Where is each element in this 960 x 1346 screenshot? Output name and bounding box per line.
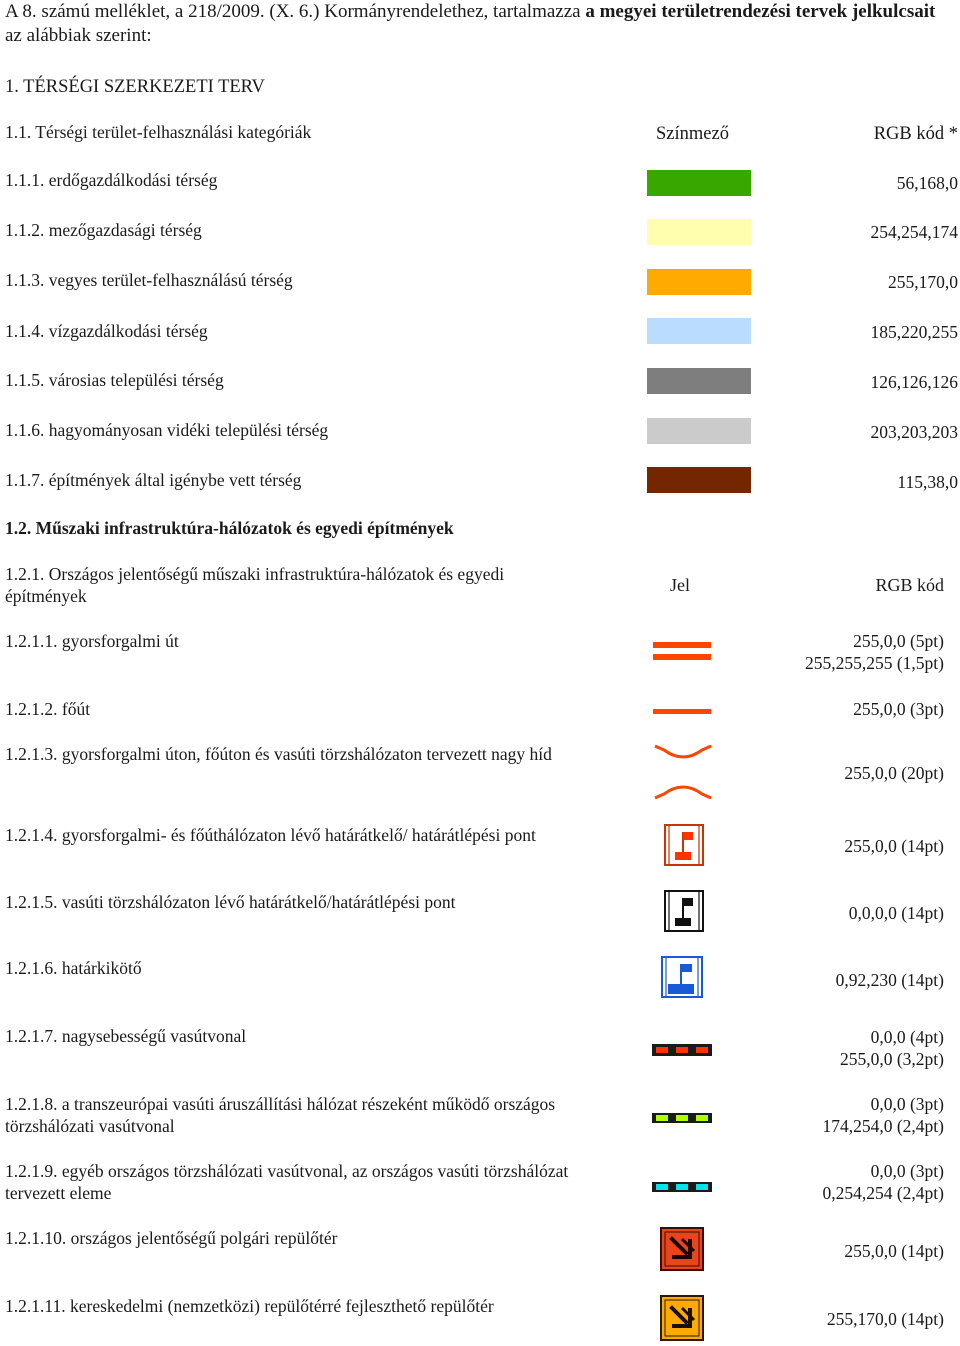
column-header-swatch: Színmező	[656, 124, 729, 144]
column-header-rgb: RGB kód	[875, 575, 944, 595]
trans-european-rail-line-icon	[652, 1113, 712, 1123]
intro-paragraph	[5, 0, 955, 48]
intro-prefix: A 8. számú melléklet, a 218/2009. (X. 6.) Kormányrendelethez, tartalmazza	[5, 1, 586, 22]
color-swatch	[647, 418, 751, 444]
rgb-code: 126,126,126	[870, 372, 958, 392]
infrastructure-label: 1.2.1.9. egyéb országos törzshálózati vasútvonal, az országos vasúti törzshálózat tervezett eleme	[5, 1161, 569, 1203]
rgb-code-secondary: 255,0,0 (3,2pt)	[839, 1049, 944, 1069]
border-port-icon	[661, 956, 703, 998]
infrastructure-label: 1.2.1.6. határkikötő	[5, 958, 142, 978]
commercial-airport-icon	[660, 1295, 704, 1341]
landuse-label: 1.1.2. mezőgazdasági térség	[5, 220, 202, 240]
rgb-code: 255,0,0 (3pt)	[853, 699, 944, 719]
landuse-label: 1.1.4. vízgazdálkodási térség	[5, 321, 208, 341]
infrastructure-label: 1.2.1.2. főút	[5, 699, 91, 719]
intro-suffix: az alábbiak szerint:	[5, 25, 152, 46]
infrastructure-label: 1.2.1.3. gyorsforgalmi úton, főúton és vasúti törzshálózaton tervezett nagy híd	[5, 744, 552, 764]
rgb-code: 115,38,0	[897, 472, 958, 492]
rgb-code: 255,170,0 (14pt)	[826, 1309, 944, 1329]
subsection-1-2-1-title: 1.2.1. Országos jelentőségű műszaki infrastruktúra-hálózatok és egyedi építmények	[5, 564, 505, 606]
intro-bold: a megyei területrendezési tervek jelkulcsait	[585, 1, 936, 22]
landuse-label: 1.1.7. építmények által igénybe vett térség	[5, 470, 302, 490]
infrastructure-label: 1.2.1.1. gyorsforgalmi út	[5, 631, 179, 651]
bridge-icon	[652, 742, 714, 802]
main-road-line-icon	[653, 708, 711, 716]
expressway-double-line-icon	[653, 640, 711, 664]
rgb-code: 0,0,0 (4pt)	[870, 1027, 944, 1047]
color-swatch	[647, 368, 751, 394]
subsection-1-1-title: 1.1. Térségi terület-felhasználási kategóriák	[5, 122, 312, 142]
color-swatch	[647, 170, 751, 196]
landuse-label: 1.1.1. erdőgazdálkodási térség	[5, 170, 218, 190]
infrastructure-label: 1.2.1.8. a transzeurópai vasúti áruszállítási hálózat részeként működő országos törzshálózati vasútvonal	[5, 1094, 556, 1136]
rgb-code-stack	[840, 1026, 944, 1070]
landuse-label: 1.1.3. vegyes terület-felhasználású térség	[5, 270, 293, 290]
high-speed-railway-line-icon	[652, 1044, 712, 1056]
rgb-code: 0,0,0 (3pt)	[870, 1094, 944, 1114]
rgb-code: 255,170,0	[888, 272, 958, 292]
subsection-1-2-title: 1.2. Műszaki infrastruktúra-hálózatok és egyedi építmények	[5, 518, 454, 538]
rgb-code: 56,168,0	[896, 173, 958, 193]
road-border-crossing-icon	[664, 824, 704, 866]
rgb-code-secondary: 174,254,0 (2,4pt)	[822, 1116, 944, 1136]
infrastructure-label: 1.2.1.10. országos jelentőségű polgári repülőtér	[5, 1228, 338, 1248]
color-swatch	[647, 219, 751, 245]
column-header-rgb: RGB kód *	[873, 124, 958, 144]
color-swatch	[647, 269, 751, 295]
landuse-label: 1.1.5. városias települési térség	[5, 370, 224, 390]
rgb-code: 203,203,203	[870, 422, 958, 442]
infrastructure-label: 1.2.1.7. nagysebességű vasútvonal	[5, 1026, 247, 1046]
civil-airport-icon	[660, 1227, 704, 1271]
rgb-code-secondary: 0,254,254 (2,4pt)	[822, 1183, 944, 1203]
rgb-code-stack	[822, 1160, 944, 1204]
infrastructure-label: 1.2.1.5. vasúti törzshálózaton lévő határátkelő/határátlépési pont	[5, 892, 456, 912]
color-swatch	[647, 467, 751, 493]
rgb-code: 185,220,255	[870, 322, 958, 342]
landuse-label: 1.1.6. hagyományosan vidéki települési térség	[5, 420, 329, 440]
infrastructure-label: 1.2.1.11. kereskedelmi (nemzetközi) repülőtérré fejleszthető repülőtér	[5, 1296, 494, 1316]
section-title: 1. TÉRSÉGI SZERKEZETI TERV	[5, 77, 265, 97]
rgb-code: 255,0,0 (20pt)	[844, 763, 944, 783]
rgb-code: 0,0,0 (3pt)	[870, 1161, 944, 1181]
rail-border-crossing-icon	[664, 890, 704, 932]
rgb-code-stack	[822, 1093, 944, 1137]
rgb-code: 0,0,0,0 (14pt)	[848, 903, 944, 923]
rgb-code: 255,0,0 (14pt)	[844, 1241, 944, 1261]
rgb-code: 255,0,0 (14pt)	[844, 836, 944, 856]
column-header-symbol: Jel	[670, 575, 690, 595]
rgb-code-secondary: 255,255,255 (1,5pt)	[804, 653, 944, 673]
color-swatch	[647, 318, 751, 344]
rgb-code: 0,92,230 (14pt)	[835, 970, 944, 990]
national-rail-line-icon	[652, 1182, 712, 1192]
infrastructure-label: 1.2.1.4. gyorsforgalmi- és főúthálózaton lévő határátkelő/ határátlépési pont	[5, 825, 536, 845]
rgb-code-stack	[805, 630, 944, 674]
rgb-code: 254,254,174	[870, 222, 958, 242]
rgb-code: 255,0,0 (5pt)	[853, 631, 944, 651]
